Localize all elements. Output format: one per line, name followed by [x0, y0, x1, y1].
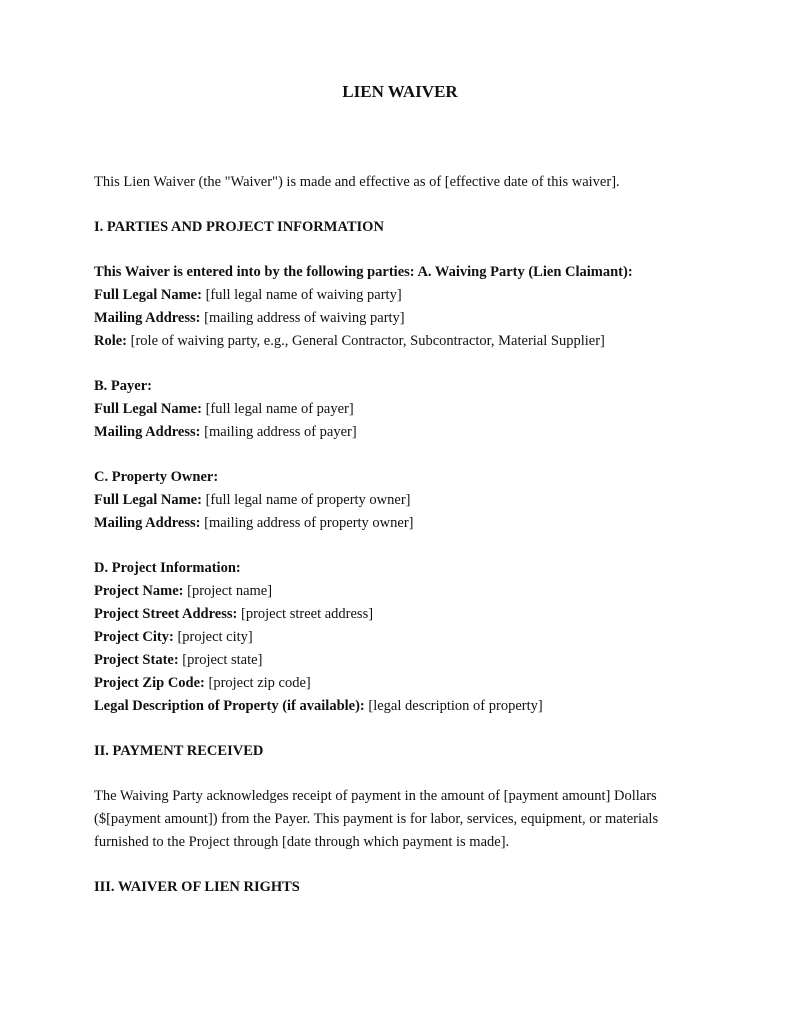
payment-line: furnished to the Project through [date through which payment is made]. — [94, 834, 510, 850]
intro-paragraph: This Lien Waiver (the "Waiver") is made and effective as of [effective date of this waiver]. — [94, 174, 620, 190]
field-label: Mailing Address: — [94, 424, 201, 440]
field-value: [project zip code] — [204, 675, 311, 691]
field-value: [project city] — [173, 629, 253, 645]
field-label: Legal Description of Property (if available): — [94, 698, 365, 714]
field-value: [full legal name of property owner] — [201, 492, 411, 508]
field-line — [94, 603, 714, 626]
field-label: Mailing Address: — [94, 515, 201, 531]
section-heading-payment: II. PAYMENT RECEIVED — [94, 743, 264, 759]
field-label: Full Legal Name: — [94, 401, 202, 417]
field-value: [legal description of property] — [364, 698, 543, 714]
field-line — [94, 580, 714, 603]
field-line — [94, 649, 714, 672]
field-value: [full legal name of payer] — [201, 401, 354, 417]
field-line — [94, 489, 714, 512]
field-line — [94, 398, 714, 421]
field-label: Role: — [94, 333, 128, 349]
field-value: [mailing address of payer] — [200, 424, 357, 440]
document-title: LIEN WAIVER — [342, 82, 458, 101]
field-value: [project street address] — [237, 606, 374, 622]
field-line — [94, 307, 714, 330]
field-label: Project Street Address: — [94, 606, 238, 622]
document-body — [94, 171, 714, 899]
field-label: Project Zip Code: — [94, 675, 205, 691]
field-label: Project State: — [94, 652, 179, 668]
field-value: [full legal name of waiving party] — [201, 287, 402, 303]
field-line — [94, 695, 714, 718]
field-line — [94, 626, 714, 649]
field-line — [94, 512, 714, 535]
field-value: [role of waiving party, e.g., General Contractor, Subcontractor, Material Supplier] — [127, 333, 605, 349]
field-value: [mailing address of waiving party] — [200, 310, 405, 326]
field-label: Mailing Address: — [94, 310, 201, 326]
section-heading-waiver: III. WAIVER OF LIEN RIGHTS — [94, 879, 300, 895]
field-value: [mailing address of property owner] — [200, 515, 414, 531]
section-heading-parties: I. PARTIES AND PROJECT INFORMATION — [94, 219, 384, 235]
parties-lead: This Waiver is entered into by the following parties: A. Waiving Party (Lien Claimant): — [94, 264, 633, 280]
field-value: [project state] — [178, 652, 263, 668]
payment-line: ($[payment amount]) from the Payer. This payment is for labor, services, equipment, or materials — [94, 811, 659, 827]
project-heading: D. Project Information: — [94, 560, 241, 576]
payment-line: The Waiving Party acknowledges receipt of payment in the amount of [payment amount] Dollars — [94, 788, 657, 804]
payer-heading: B. Payer: — [94, 378, 152, 394]
field-label: Project Name: — [94, 583, 184, 599]
field-line — [94, 330, 714, 353]
field-label: Full Legal Name: — [94, 287, 202, 303]
field-value: [project name] — [183, 583, 273, 599]
field-line — [94, 421, 714, 444]
owner-heading: C. Property Owner: — [94, 469, 219, 485]
field-label: Project City: — [94, 629, 174, 645]
field-label: Full Legal Name: — [94, 492, 202, 508]
field-line — [94, 672, 714, 695]
field-line — [94, 284, 714, 307]
